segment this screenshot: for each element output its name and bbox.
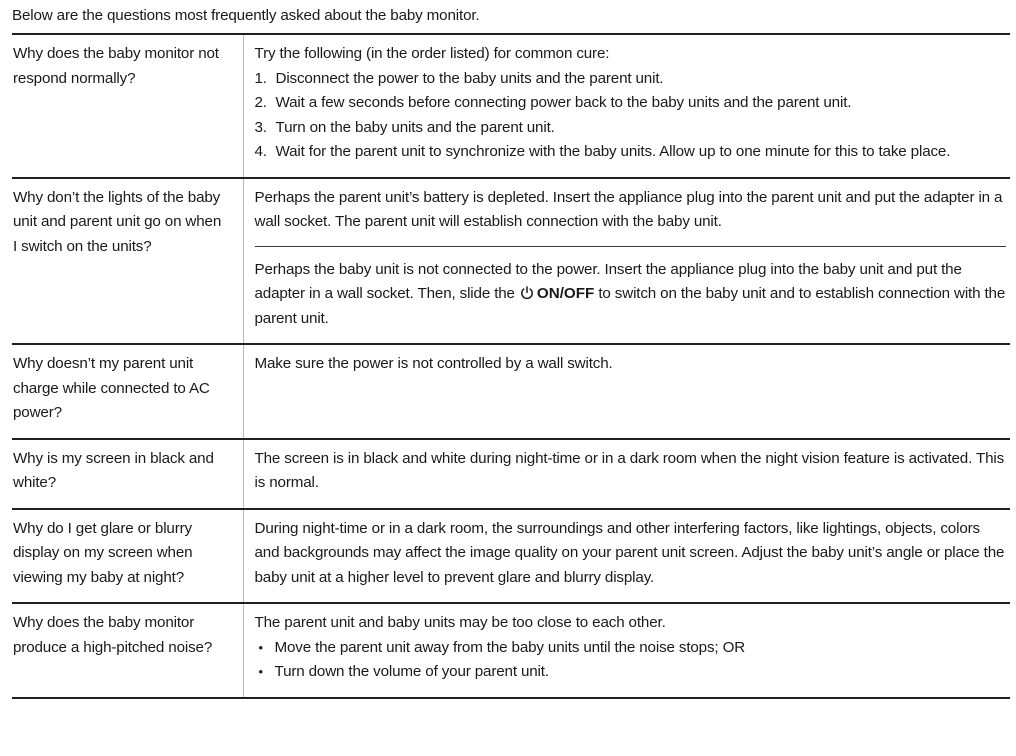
answer-lead: Try the following (in the order listed) for common cure:	[254, 45, 610, 62]
faq-answer	[243, 439, 1010, 509]
answer-lead: The parent unit and baby units may be too close to each other.	[254, 614, 666, 631]
power-icon	[520, 286, 534, 300]
answer-text: The screen is in black and white during night-time or in a dark room when the night vision feature is activated. This is normal.	[254, 449, 1005, 491]
onoff-label: ON/OFF	[536, 285, 595, 302]
answer-text-before: Perhaps the baby unit is not connected to the power. Insert the appliance plug into the baby unit and put the adapter in a wall socket. Then, slide the	[254, 260, 962, 302]
faq-question: Why do I get glare or blurry display on my screen when viewing my baby at night?	[12, 509, 243, 604]
faq-answer	[243, 178, 1010, 345]
step-number: 2.	[254, 94, 267, 111]
faq-answer	[243, 34, 1010, 178]
bullet-text: Turn down the volume of your parent unit.	[274, 663, 549, 680]
table-row	[12, 509, 1010, 604]
ordered-steps	[255, 67, 1007, 165]
table-row	[12, 603, 1010, 697]
table-row	[12, 178, 1010, 345]
list-item	[255, 67, 1007, 92]
table-row	[12, 344, 1010, 439]
faq-question: Why does the baby monitor not respond normally?	[12, 34, 243, 178]
intro-text: Below are the questions most frequently asked about the baby monitor.	[12, 7, 480, 24]
step-number: 1.	[254, 69, 267, 87]
answer-block	[255, 186, 1007, 235]
faq-answer	[243, 603, 1010, 697]
faq-question: Why doesn’t my parent unit charge while connected to AC power?	[12, 344, 243, 439]
faq-answer	[243, 344, 1010, 439]
step-number: 3.	[254, 118, 267, 136]
step-text: Wait for the parent unit to synchronize with the baby units. Allow up to one minute for this to take place.	[275, 143, 951, 160]
answer-text-with-icon	[255, 258, 1007, 332]
bullet-text: Move the parent unit away from the baby units until the noise stops; OR	[274, 638, 746, 656]
answer-block	[255, 246, 1007, 332]
faq-table	[12, 33, 1010, 697]
list-item	[255, 140, 1007, 165]
list-item	[255, 660, 1007, 685]
list-item	[255, 116, 1007, 141]
step-number: 4.	[254, 143, 267, 160]
faq-question: Why don’t the lights of the baby unit and parent unit go on when I switch on the units?	[12, 178, 243, 345]
list-item	[255, 636, 1007, 661]
answer-text: During night-time or in a dark room, the surroundings and other interfering factors, like lightings, objects, colors and backgrounds may affect the image quality on your parent unit screen. Adjust the baby unit’s angle or place the baby unit at a higher level to prevent glare and blurry display.	[254, 519, 1005, 586]
answer-text: Perhaps the parent unit’s battery is depleted. Insert the appliance plug into the parent unit and put the adapter in a wall socket. The parent unit will establish connection with the baby unit.	[254, 188, 1003, 230]
step-text: Turn on the baby units and the parent unit.	[275, 118, 555, 136]
table-bottom-rule	[12, 697, 1010, 699]
step-text: Disconnect the power to the baby units and the parent unit.	[275, 69, 664, 87]
bullet-icon: •	[258, 639, 263, 655]
table-row	[12, 439, 1010, 509]
bullet-icon: •	[258, 664, 263, 679]
table-row	[12, 34, 1010, 178]
answer-text: Make sure the power is not controlled by a wall switch.	[254, 355, 613, 372]
list-item	[255, 91, 1007, 116]
faq-answer	[243, 509, 1010, 604]
faq-question: Why is my screen in black and white?	[12, 439, 243, 509]
step-text: Wait a few seconds before connecting power back to the baby units and the parent unit.	[275, 94, 852, 111]
answer-text-after: to switch on the baby unit and to establish connection with the parent unit.	[254, 285, 1006, 327]
faq-question: Why does the baby monitor produce a high-pitched noise?	[12, 603, 243, 697]
bullet-list	[255, 636, 1007, 685]
